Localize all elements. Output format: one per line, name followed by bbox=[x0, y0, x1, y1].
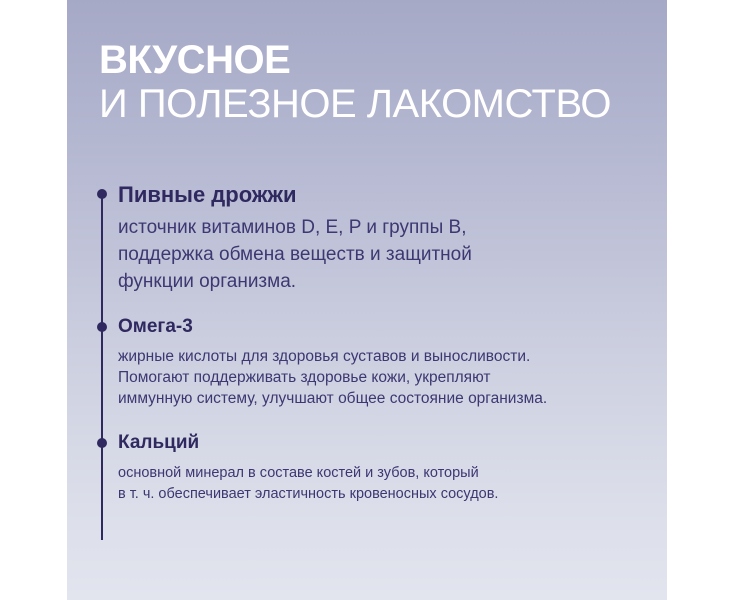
bullet-dot-icon bbox=[97, 438, 107, 448]
item-title-calcium: Кальций bbox=[118, 432, 200, 453]
item-title-brewers-yeast: Пивные дрожжи bbox=[118, 182, 297, 207]
item-title-omega-3: Омега-3 bbox=[118, 316, 193, 337]
promo-card bbox=[67, 0, 667, 600]
item-description-omega-3: жирные кислоты для здоровья суставов и выносливости. Помогают поддерживать здоровье кожи, укрепляют иммунную систему, улучшают общее состояние организма. bbox=[118, 348, 548, 407]
item-description-calcium: основной минерал в составе костей и зубов, который в т. ч. обеспечивает эластичность кровеносных сосудов. bbox=[118, 465, 499, 502]
item-description-brewers-yeast: источник витаминов D, E, P и группы B, поддержка обмена веществ и защитной функции организма. bbox=[118, 217, 472, 292]
bullet-dot-icon bbox=[97, 322, 107, 332]
heading-line-2: И ПОЛЕЗНОЕ ЛАКОМСТВО bbox=[99, 82, 611, 126]
heading-line-1: ВКУСНОЕ bbox=[99, 38, 291, 82]
bullet-dot-icon bbox=[97, 189, 107, 199]
timeline-line bbox=[101, 190, 103, 540]
